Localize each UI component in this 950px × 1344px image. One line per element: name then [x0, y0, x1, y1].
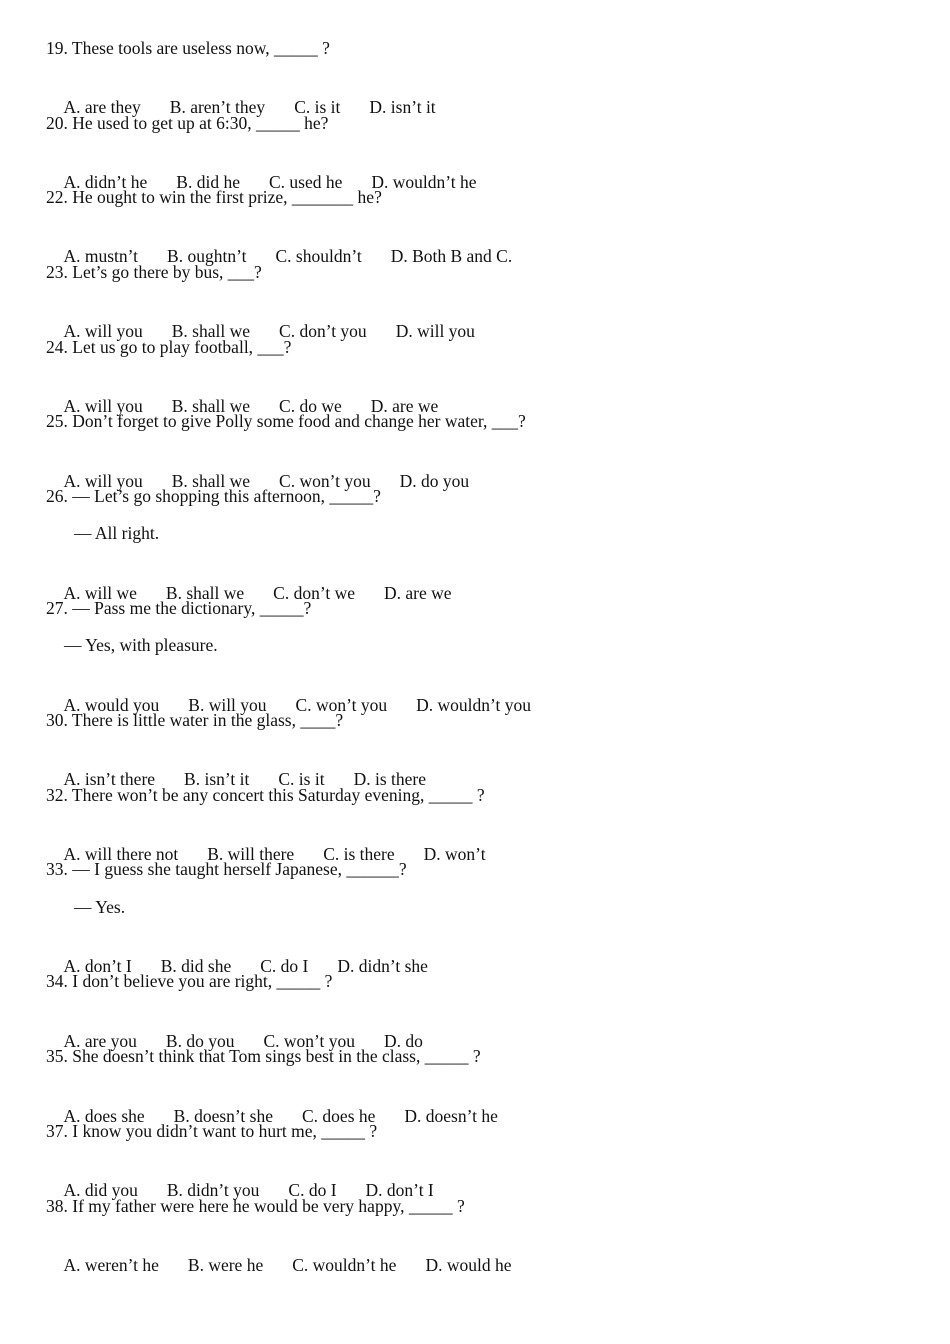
answer-options [46, 298, 475, 341]
option-c: C. won’t you [263, 1031, 356, 1051]
option-d: D. are we [370, 396, 439, 416]
dialogue-reply: — Yes, with pleasure. [64, 635, 218, 655]
answer-options [46, 1083, 498, 1126]
option-a: A. will we [63, 583, 137, 603]
option-d: D. wouldn’t he [371, 172, 477, 192]
option-b: B. were he [187, 1255, 264, 1275]
option-d: D. Both B and C. [390, 246, 513, 266]
question-stem: 27. — Pass me the dictionary, _____? [46, 598, 312, 618]
answer-options [46, 1008, 423, 1051]
answer-options [46, 672, 531, 715]
question-stem: 35. She doesn’t think that Tom sings best in the class, _____ ? [46, 1046, 481, 1066]
option-d: D. would he [425, 1255, 512, 1275]
option-b: B. did she [160, 956, 232, 976]
option-c: C. do I [260, 956, 309, 976]
option-b: B. shall we [171, 471, 251, 491]
option-c: C. is it [294, 97, 341, 117]
option-a: A. isn’t there [63, 769, 156, 789]
option-b: B. do you [165, 1031, 235, 1051]
question-stem: 38. If my father were here he would be very happy, _____ ? [46, 1196, 465, 1216]
option-b: B. will you [188, 695, 267, 715]
answer-options [46, 1157, 434, 1200]
question-stem: 34. I don’t believe you are right, _____ ? [46, 971, 333, 991]
question-stem: 24. Let us go to play football, ___? [46, 337, 292, 357]
question-stem: 25. Don’t forget to give Polly some food and change her water, ___? [46, 411, 526, 431]
option-d: D. won’t [423, 844, 486, 864]
option-d: D. wouldn’t you [416, 695, 531, 715]
option-c: C. do we [279, 396, 342, 416]
question-stem: 37. I know you didn’t want to hurt me, _____ ? [46, 1121, 378, 1141]
option-d: D. do you [399, 471, 470, 491]
question-stem: 22. He ought to win the first prize, _______ he? [46, 187, 382, 207]
answer-options [46, 448, 470, 491]
option-c: C. won’t you [295, 695, 388, 715]
option-d: D. don’t I [365, 1180, 434, 1200]
answer-options [46, 821, 486, 864]
option-d: D. doesn’t he [404, 1106, 498, 1126]
option-b: B. didn’t you [166, 1180, 260, 1200]
answer-options [46, 74, 436, 117]
question-stem: 32. There won’t be any concert this Saturday evening, _____ ? [46, 785, 485, 805]
option-d: D. is there [353, 769, 426, 789]
option-c: C. don’t you [279, 321, 367, 341]
option-a: A. will there not [63, 844, 179, 864]
question-stem: 33. — I guess she taught herself Japanese, ______? [46, 859, 407, 879]
option-b: B. doesn’t she [173, 1106, 273, 1126]
option-b: B. aren’t they [169, 97, 266, 117]
option-b: B. did he [176, 172, 240, 192]
answer-options [46, 1232, 512, 1275]
answer-options [46, 746, 426, 789]
option-d: D. didn’t she [337, 956, 428, 976]
option-a: A. weren’t he [63, 1255, 159, 1275]
option-c: C. does he [302, 1106, 376, 1126]
option-b: B. oughtn’t [167, 246, 247, 266]
option-a: A. will you [63, 396, 143, 416]
option-b: B. shall we [165, 583, 245, 603]
option-a: A. will you [63, 471, 143, 491]
question-stem: 30. There is little water in the glass, ____? [46, 710, 344, 730]
answer-options [46, 149, 477, 192]
option-a: A. are you [63, 1031, 137, 1051]
answer-options [46, 373, 439, 416]
option-a: A. didn’t he [63, 172, 148, 192]
option-c: C. is it [278, 769, 325, 789]
option-b: B. will there [207, 844, 295, 864]
dialogue-reply: — Yes. [74, 897, 126, 917]
question-stem: 19. These tools are useless now, _____ ? [46, 38, 330, 58]
option-b: B. isn’t it [184, 769, 250, 789]
option-c: C. is there [323, 844, 395, 864]
option-b: B. shall we [171, 321, 251, 341]
question-stem: 20. He used to get up at 6:30, _____ he? [46, 113, 329, 133]
option-c: C. wouldn’t he [292, 1255, 397, 1275]
answer-options [46, 933, 428, 976]
option-a: A. are they [63, 97, 141, 117]
option-d: D. will you [395, 321, 475, 341]
option-a: A. did you [63, 1180, 138, 1200]
option-d: D. are we [384, 583, 452, 603]
answer-options [46, 223, 513, 266]
option-a: A. don’t I [63, 956, 132, 976]
option-d: D. isn’t it [369, 97, 436, 117]
option-b: B. shall we [171, 396, 251, 416]
option-a: A. will you [63, 321, 143, 341]
option-c: C. shouldn’t [275, 246, 362, 266]
option-d: D. do [384, 1031, 423, 1051]
question-stem: 26. — Let’s go shopping this afternoon, _____? [46, 486, 381, 506]
option-a: A. does she [63, 1106, 145, 1126]
option-c: C. do I [288, 1180, 337, 1200]
option-c: C. won’t you [279, 471, 371, 491]
answer-options [46, 560, 452, 603]
option-c: C. don’t we [273, 583, 355, 603]
question-stem: 23. Let’s go there by bus, ___? [46, 262, 262, 282]
option-a: A. mustn’t [63, 246, 139, 266]
dialogue-reply: — All right. [74, 523, 160, 543]
option-a: A. would you [63, 695, 160, 715]
option-c: C. used he [268, 172, 343, 192]
